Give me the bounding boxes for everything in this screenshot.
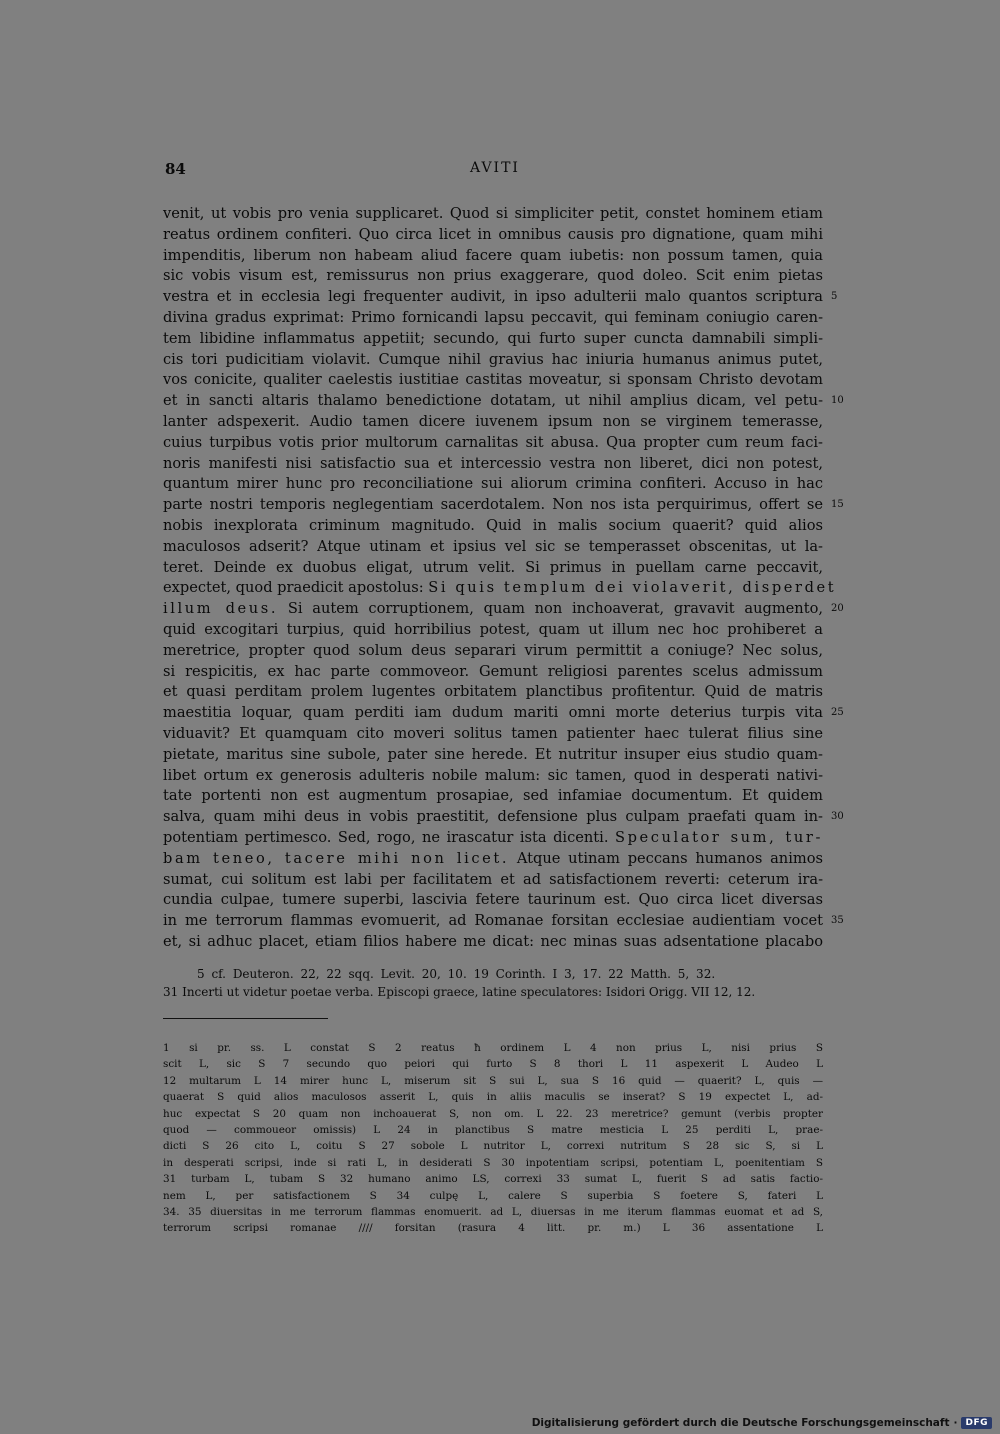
running-head: AVITI xyxy=(470,160,520,176)
line-text: lanter adspexerit. Audio tamen dicere iuvenem ipsum non se virginem temerasse, xyxy=(163,412,823,430)
text-line xyxy=(163,495,844,516)
apparatus-line: scit L, sic S 7 secundo quo peiori qui furto S 8 thori L 11 aspexerit L Audeo L xyxy=(163,1058,823,1071)
text-line xyxy=(163,558,823,579)
text-line xyxy=(163,786,823,807)
text-line xyxy=(163,807,844,828)
line-text: libet ortum ex generosis adulteris nobile malum: sic tamen, quod in desperati nativi- xyxy=(163,766,823,784)
text-line xyxy=(163,287,838,308)
main-text xyxy=(163,204,844,953)
line-text: et, si adhuc placet, etiam filios habere me dicat: nec minas suas adsentatione placabo xyxy=(163,932,823,950)
text-line xyxy=(163,578,837,599)
text-line xyxy=(163,225,823,246)
line-text: tate portenti non est augmentum prosapiae, sed infamiae documentum. Et quidem xyxy=(163,787,823,805)
line-text: cundia culpae, tumere superbi, lascivia fetere taurinum est. Quo circa licet diversas xyxy=(163,891,823,909)
text-line xyxy=(163,308,823,329)
dfg-logo-icon: DFG xyxy=(961,1417,992,1429)
footnote-rule xyxy=(163,1018,328,1019)
text-line xyxy=(163,766,823,787)
text-line xyxy=(163,849,823,870)
line-text: reatus ordinem confiteri. Quo circa licet in omnibus causis pro dignatione, quam mihi xyxy=(163,225,823,243)
apparatus-line: dicti S 26 cito L, coitu S 27 sobole L nutritor L, correxi nutritum S 28 sic S, si L xyxy=(163,1140,823,1153)
line-text: nobis inexplorata criminum magnitudo. Quid in malis socium quaerit? quid alios xyxy=(163,516,823,534)
apparatus-line: 34. 35 diuersitas in me terrorum flammas enomuerit. ad L, diuersas in me iterum flammas euomat et ad S, xyxy=(163,1205,823,1218)
line-text: impenditis, liberum non habeam aliud facere quam iubetis: non possum tamen, quia xyxy=(163,246,823,264)
line-text: cuius turpibus votis prior multorum carnalitas sit abusa. Qua propter cum reum faci- xyxy=(163,433,823,451)
line-text: salva, quam mihi deus in vobis praestitit, defensione plus culpam praefati quam in- xyxy=(163,808,823,826)
source-references xyxy=(163,965,823,1001)
apparatus-line: quod — commoueor omissis) L 24 in planctibus S matre mesticia L 25 perditi L, prae- xyxy=(163,1123,823,1136)
line-number: 15 xyxy=(831,499,844,511)
line-number: 20 xyxy=(831,603,844,615)
line-text: maculosos adserit? Atque utinam et ipsius vel sic se temperasset obscenitas, ut la- xyxy=(163,537,823,555)
apparatus-line: huc expectat S 20 quam non inchoauerat S, non om. L 22. 23 meretrice? gemunt (verbis propter xyxy=(163,1107,823,1120)
text-line xyxy=(163,412,823,433)
apparatus-line: terrorum scripsi romanae //// forsitan (rasura 4 litt. pr. m.) L 36 assentatione L xyxy=(163,1222,823,1235)
text-line xyxy=(163,516,823,537)
line-text: Atque utinam peccans humanos animos xyxy=(509,849,823,867)
text-line xyxy=(163,662,823,683)
text-line xyxy=(163,433,823,454)
footer-dot: · xyxy=(953,1417,958,1429)
line-text: vestra et in ecclesia legi frequenter audivit, in ipso adulterii malo quantos scriptura xyxy=(163,288,823,306)
text-line xyxy=(163,745,823,766)
text-line xyxy=(163,703,844,724)
text-line xyxy=(163,828,823,849)
line-number: 30 xyxy=(831,811,844,823)
text-line xyxy=(163,266,823,287)
text-line xyxy=(163,329,823,350)
text-line xyxy=(163,454,823,475)
line-text: si respicitis, ex hac parte commoveor. Gemunt religiosi parentes scelus admissum xyxy=(163,662,823,680)
line-text: viduavit? Et quamquam cito moveri solitus tamen patienter haec tulerat filius sine xyxy=(163,724,823,742)
spaced-quotation: illum deus. xyxy=(163,600,279,618)
line-text: pietate, maritus sine subole, pater sine herede. Et nutritur insuper eius studio quam- xyxy=(163,745,823,763)
dfg-footer xyxy=(532,1414,992,1432)
text-line xyxy=(163,932,823,953)
line-text: sic vobis visum est, remissurus non prius exaggerare, quod doleo. Scit enim pietas xyxy=(163,267,823,285)
line-text: et in sancti altaris thalamo benedictione dotatam, ut nihil amplius dicam, vel petu- xyxy=(163,392,823,410)
text-line xyxy=(163,246,823,267)
apparatus-line: quaerat S quid alios maculosos asserit L, quis in aliis maculis se inserat? S 19 expectet L, ad- xyxy=(163,1091,823,1104)
text-line xyxy=(163,890,823,911)
apparatus-line: in desperati scripsi, inde si rati L, in desiderati S 30 inpotentiam scripsi, potentiam L, poenitentiam S xyxy=(163,1156,823,1169)
text-line xyxy=(163,350,823,371)
text-line xyxy=(163,724,823,745)
line-text: divina gradus exprimat: Primo fornicandi lapsu peccavit, qui feminam coniugio caren- xyxy=(163,308,823,326)
line-text: potentiam pertimesco. Sed, rogo, ne irascatur ista dicenti. xyxy=(163,828,615,846)
line-number: 5 xyxy=(831,291,838,303)
text-line xyxy=(163,870,823,891)
text-line xyxy=(163,682,823,703)
line-text: quantum mirer hunc pro reconciliatione sui aliorum crimina confiteri. Accuso in hac xyxy=(163,475,823,493)
text-line xyxy=(163,911,844,932)
text-line xyxy=(163,370,823,391)
spaced-quotation: bam teneo, tacere mihi non licet. xyxy=(163,849,510,867)
page-header xyxy=(165,160,825,186)
line-text: maestitia loquar, quam perditi iam dudum mariti omni morte deterius turpis vita xyxy=(163,704,823,722)
text-line xyxy=(163,391,844,412)
spaced-quotation: Speculator sum, tur- xyxy=(614,828,824,846)
line-text: teret. Deinde ex duobus eligat, utrum velit. Si primus in puellam carne peccavit, xyxy=(163,558,823,576)
text-line xyxy=(163,599,844,620)
apparatus-line: nem L, per satisfactionem S 34 culpę L, calere S superbia S foetere S, fateri L xyxy=(163,1189,823,1202)
page-number: 84 xyxy=(165,160,186,178)
text-line xyxy=(163,204,823,225)
text-line xyxy=(163,620,823,641)
apparatus-line: 12 multarum L 14 mirer hunc L, miserum sit S sui L, sua S 16 quid — quaerit? L, quis — xyxy=(163,1074,823,1087)
line-number: 35 xyxy=(831,915,844,927)
line-text: tem libidine inflammatus appetiit; secundo, qui furto super cuncta damnabili simpli- xyxy=(163,329,823,347)
line-text: quid excogitari turpius, quid horribilius potest, quam ut illum nec hoc prohiberet a xyxy=(163,620,823,638)
line-text: venit, ut vobis pro venia supplicaret. Quod si simpliciter petit, constet hominem etiam xyxy=(163,205,823,222)
apparatus-line: 1 si pr. ss. L constat S 2 reatus ħ ordinem L 4 non prius L, nisi prius S xyxy=(163,1042,823,1054)
footer-text: Digitalisierung gefördert durch die Deutsche Forschungsgemeinschaft xyxy=(531,1417,950,1429)
line-text: sumat, cui solitum est labi per facilitatem et ad satisfactionem reverti: ceterum ira- xyxy=(163,870,823,888)
line-text: parte nostri temporis neglegentiam sacerdotalem. Non nos ista perquirimus, offert se xyxy=(163,496,823,514)
text-line xyxy=(163,537,823,558)
line-number: 10 xyxy=(831,395,844,407)
critical-apparatus xyxy=(163,1040,823,1237)
line-text: in me terrorum flammas evomuerit, ad Romanae forsitan ecclesiae audientiam vocet xyxy=(163,912,823,930)
line-text: et quasi perditam prolem lugentes orbitatem planctibus profitentur. Quid de matris xyxy=(163,683,823,701)
source-line: 31 Incerti ut videtur poetae verba. Episcopi graece, latine speculatores: Isidori Origg. VII 12, 12. xyxy=(163,985,756,999)
spaced-quotation: Si quis templum dei violaverit, disperdet xyxy=(428,579,837,597)
line-text: Si autem corruptionem, quam non inchoaverat, gravavit augmento, xyxy=(278,600,823,618)
line-text: meretrice, propter quod solum deus separari virum permittit a coniuge? Nec solus, xyxy=(163,641,823,659)
text-line xyxy=(163,474,823,495)
source-line: 5 cf. Deuteron. 22, 22 sqq. Levit. 20, 10. 19 Corinth. I 3, 17. 22 Matth. 5, 32. xyxy=(197,967,716,981)
text-line xyxy=(163,641,823,662)
line-text: noris manifesti nisi satisfactio sua et intercessio vestra non liberet, dici non potest, xyxy=(163,454,823,472)
line-text: vos conicite, qualiter caelestis iustitiae castitas moveatur, si sponsam Christo devotam xyxy=(163,371,823,389)
apparatus-line: 31 turbam L, tubam S 32 humano animo LS, correxi 33 sumat L, fuerit S ad satis factio- xyxy=(163,1173,823,1186)
line-text: cis tori pudicitiam violavit. Cumque nihil gravius hac iniuria humanus animus putet, xyxy=(163,350,823,368)
line-number: 25 xyxy=(831,707,844,719)
line-text: expectet, quod praedicit apostolus: xyxy=(163,579,429,597)
